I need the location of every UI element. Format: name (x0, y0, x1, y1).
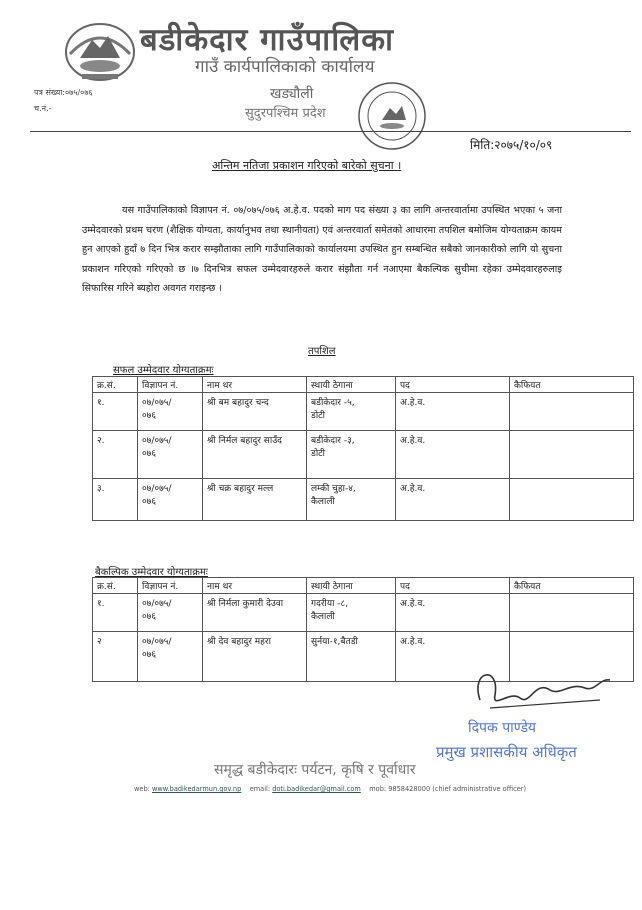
office-place: खड्यौली (270, 86, 314, 102)
dispatch-number: च.नं.- (34, 104, 52, 113)
details-heading: तपशिल (308, 346, 336, 357)
province: सुदुरपश्चिम प्रदेश (245, 106, 326, 121)
table-row (93, 479, 634, 521)
cell-sn: २ (93, 632, 138, 682)
cell-post: अ.हे.व. (396, 431, 510, 479)
col-sn: क्र.सं. (93, 578, 138, 594)
col-post: पद (396, 377, 510, 393)
col-sn: क्र.सं. (93, 377, 138, 393)
table-header-row (93, 578, 634, 594)
successful-candidates-table (92, 376, 634, 521)
table-row (93, 431, 634, 479)
cell-remark (510, 393, 634, 431)
signatory-name: दिपक पाण्डेय (468, 720, 537, 736)
cell-ad-no: ०७/०७५/ ०७६ (138, 632, 203, 682)
handwritten-signature-icon (460, 660, 620, 720)
website-link[interactable]: www.badikedarmun.gov.np (151, 785, 242, 793)
notice-title: अन्तिम नतिजा प्रकाशन गरिएको बारेको सुचना । (212, 159, 402, 172)
successful-section-title: सफल उम्मेदवार योग्यताक्रमः (113, 365, 214, 376)
org-title: बडीकेदार गाउँपालिका (140, 22, 395, 58)
cell-remark (510, 431, 634, 479)
cell-sn: १. (93, 594, 138, 632)
col-address: स्थायी ठेगाना (307, 377, 396, 393)
cell-ad-no: ०७/०७५/ ०७६ (138, 479, 203, 521)
cell-ad-no: ०७/०७५/ ०७६ (138, 594, 203, 632)
nepal-emblem-icon (62, 14, 138, 84)
mobile-number: mob: 9858428000 (chief administrative officer) (369, 785, 527, 793)
cell-post: अ.हे.व. (396, 594, 510, 632)
cell-name: श्री बम बहादुर चन्द (203, 393, 307, 431)
col-name: नाम थर (203, 578, 307, 594)
col-ad-no: विज्ञापन नं. (138, 578, 203, 594)
cell-name: श्री निर्मल बहादुर साउँद (203, 431, 307, 479)
notice-date: मिति:२०७५/१०/०९ (470, 138, 553, 152)
cell-address: बडीकेदार -५, डोटी (307, 393, 396, 431)
cell-remark (510, 479, 634, 521)
table-row (93, 594, 634, 632)
cell-name: श्री निर्मला कुमारी देउवा (203, 594, 307, 632)
table-header-row (93, 377, 634, 393)
reference-number: पत्र संख्या:०७५/०७६ (34, 88, 93, 97)
cell-name: श्री देव बहादुर महरा (203, 632, 307, 682)
table-row (93, 393, 634, 431)
col-post: पद (396, 578, 510, 594)
alternate-section-title: बैकल्पिक उम्मेदवार योग्यताक्रमः (95, 567, 208, 578)
email-link[interactable]: doti.badikedar@gmail.com (272, 785, 361, 793)
cell-ad-no: ०७/०७५/ ०७६ (138, 393, 203, 431)
col-address: स्थायी ठेगाना (307, 578, 396, 594)
cell-remark (510, 594, 634, 632)
office-stamp-icon (356, 80, 428, 152)
col-ad-no: विज्ञापन नं. (138, 377, 203, 393)
notice-body: यस गाउँपालिकाको विज्ञापन नं. ०७/०७५/०७६ अ.हे.व. पदको माग पद संख्या ३ का लागि अन्तरवार्तामा उपस्थित भएका ५ जना उम्मेदवारको प्रथम चरण (शैक्षिक योग्यता, कार्यानुभव तथा स्थानीयता) एवं अन्तरवार्ता समेतको आधारमा तपशिल बमोजिम योग्यताक्रम कायम हुन आएको हुदाँ ७ दिन भित्र करार सम्झौताका लागि गाउँपालिकाको कार्यालयमा उपस्थित हुन सम्बन्धित सबैको जानकारीको लागि यो सुचना प्रकाशन गरिएको गरिएको छ ।७ दिनभित्र सफल उम्मेदवारहरुले करार संझौता गर्न नआएमा बैकल्पिक सुचीमा रहेका उम्मेदवारहरुलाइ सिफारिस गरिने ब्यहोरा अवगत गराइन्छ । (82, 205, 562, 294)
cell-name: श्री चक्र बहादुर मल्ल (203, 479, 307, 521)
cell-post: अ.हे.व. (396, 393, 510, 431)
cell-post: अ.हे.व. (396, 632, 510, 682)
cell-sn: २. (93, 431, 138, 479)
cell-sn: १. (93, 393, 138, 431)
cell-ad-no: ०७/०७५/ ०७६ (138, 431, 203, 479)
cell-sn: ३. (93, 479, 138, 521)
cell-address: बडीकेदार -३, डोटी (307, 431, 396, 479)
footer-motto: समृद्ध बडीकेदारः पर्यटन, कृषि र पूर्वाधार (214, 762, 416, 778)
col-remark: कैफियत (510, 578, 634, 594)
cell-address: सुर्नया-१,बैतडी (307, 632, 396, 682)
col-remark: कैफियत (510, 377, 634, 393)
cell-address: लम्की चुहा-४, कैलाली (307, 479, 396, 521)
cell-address: गदरीया -८, कैलाली (307, 594, 396, 632)
email-label: email: (249, 785, 271, 793)
header-divider (30, 131, 631, 132)
footer-contact (134, 785, 526, 793)
col-name: नाम थर (203, 377, 307, 393)
signatory-post: प्रमुख प्रशासकीय अधिकृत (436, 743, 577, 761)
cell-post: अ.हे.व. (396, 479, 510, 521)
web-label: web: (134, 785, 150, 793)
office-subtitle: गाउँ कार्यपालिकाको कार्यालय (195, 57, 375, 77)
